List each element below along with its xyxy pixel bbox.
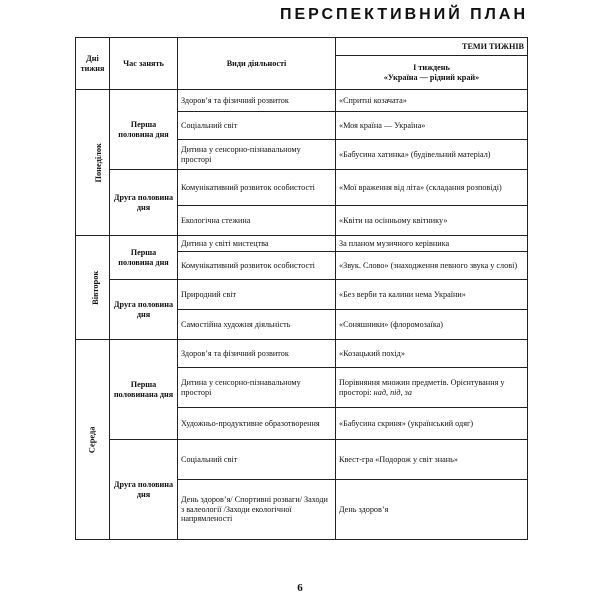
topic-cell: «Мої враження від літа» (складання розповіді) <box>336 170 528 206</box>
day-wednesday <box>76 340 110 540</box>
activity-cell: Соціальний світ <box>178 440 336 480</box>
week-header <box>336 56 528 90</box>
topic-cell: «Козацький похід» <box>336 340 528 368</box>
activity-cell: Комунікативний розвиток особистості <box>178 170 336 206</box>
day-monday <box>76 90 110 236</box>
topic-text: Порівняння множин предметів. Орієнтування у просторі: <box>339 378 505 397</box>
time-cell: Друга половина дня <box>110 280 178 340</box>
activity-cell: Самостійна художня діяльність <box>178 310 336 340</box>
time-cell: Друга половина дня <box>110 170 178 236</box>
topic-cell: «Звук. Слово» (знаходження певного звука у слові) <box>336 252 528 280</box>
day-label: Середа <box>87 426 97 453</box>
activity-cell: Здоров’я та фізичний розвиток <box>178 90 336 112</box>
time-cell: Перша половина дня <box>110 236 178 280</box>
plan-table <box>75 37 528 540</box>
time-cell: Перша половина дня <box>110 90 178 170</box>
topic-cell: «Квіти на осінньому квітнику» <box>336 206 528 236</box>
activity-cell: Здоров’я та фізичний розвиток <box>178 340 336 368</box>
activity-cell: Комунікативний розвиток особистості <box>178 252 336 280</box>
day-tuesday <box>76 236 110 340</box>
week-name: «Україна — рідний край» <box>383 72 480 82</box>
time-cell: Перша половинана дня <box>110 340 178 440</box>
time-cell: Друга половина дня <box>110 440 178 540</box>
topic-cell: День здоров’я <box>336 480 528 540</box>
page-number: 6 <box>297 582 303 594</box>
activity-cell: Екологічна стежина <box>178 206 336 236</box>
topic-cell: За планом музичного керівника <box>336 236 528 252</box>
topic-cell: «Бабусина хатинка» (будівельний матеріал) <box>336 140 528 170</box>
header-time: Час занять <box>110 38 178 90</box>
activity-cell: Дитина у світі мистецтва <box>178 236 336 252</box>
header-topics: ТЕМИ ТИЖНІВ <box>336 38 528 56</box>
activity-cell: Соціальний світ <box>178 112 336 140</box>
activity-cell: Природний світ <box>178 280 336 310</box>
topic-cell <box>336 368 528 408</box>
header-activity: Види діяльності <box>178 38 336 90</box>
activity-cell: Дитина у сенсорно-пізнавальному просторі <box>178 140 336 170</box>
topic-cell: «Моя країна — Україна» <box>336 112 528 140</box>
topic-cell: «Бабусина скриня» (український одяг) <box>336 408 528 440</box>
page-title: ПЕРСПЕКТИВНИЙ ПЛАН <box>280 6 528 23</box>
header-day: Дні тижня <box>76 38 110 90</box>
topic-cell: «Спритні козачата» <box>336 90 528 112</box>
topic-emphasis: над, під, за <box>373 387 412 397</box>
activity-cell: Художньо-продуктивне образотворення <box>178 408 336 440</box>
day-label: Вівторок <box>91 270 101 305</box>
topic-cell: Квест-гра «Подорож у світ знань» <box>336 440 528 480</box>
week-label: І тиждень <box>413 63 450 73</box>
day-label: Понеділок <box>93 142 103 183</box>
activity-cell: Дитина у сенсорно-пізнавальному просторі <box>178 368 336 408</box>
topic-cell: «Без верби та калини нема України» <box>336 280 528 310</box>
activity-cell: День здоров’я/ Спортивні розваги/ Заходи з валеології /Заходи екологічної напрямленості <box>178 480 336 540</box>
topic-cell: «Соняшники» (флоромозаїка) <box>336 310 528 340</box>
